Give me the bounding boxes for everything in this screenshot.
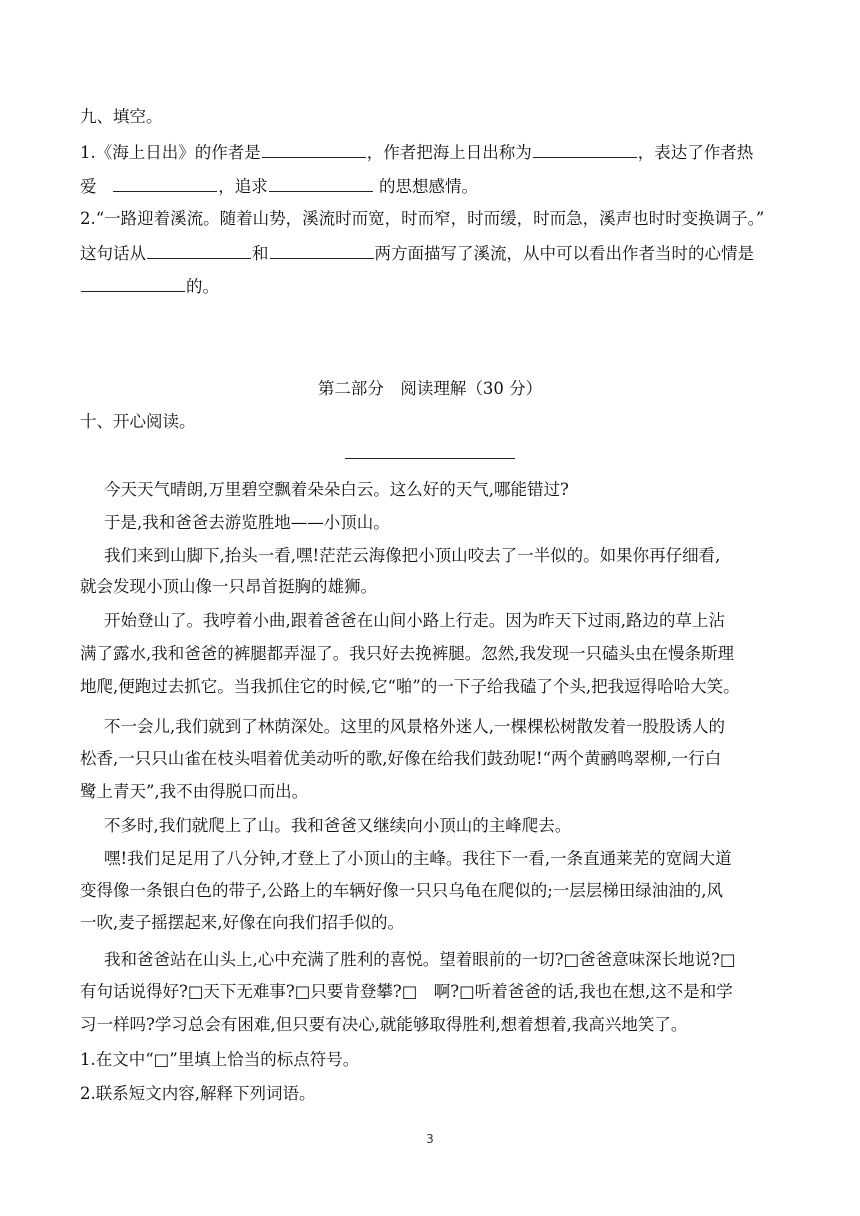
passage-line: 就会发现小顶山像一只昂首挺胸的雄狮。 [80, 577, 377, 596]
q1-blank-2[interactable] [533, 142, 637, 158]
q1-blank-3[interactable] [113, 176, 217, 192]
q1-blank-4[interactable] [269, 176, 373, 192]
q2-text-b: 和 [252, 244, 269, 263]
q1-text-c: ，表达了作者热 [637, 143, 754, 162]
passage-line: 有句话说得好?□天下无难事?□只要肯登攀?□ 啊?□听着爸爸的话,我也在想,这不是和学 [80, 982, 733, 1001]
q1-text-f: 的思想感情。 [379, 177, 478, 196]
section9-q1-line1 [80, 142, 753, 163]
passage-line: 习一样吗?学习总会有困难,但只要有决心,就能够取得胜利,想着想着,我高兴地笑了。 [80, 1015, 688, 1034]
q1-text-b: ，作者把海上日出称为 [366, 143, 532, 162]
section9-q1-line2 [80, 176, 478, 197]
section9-q2-line1: 2.“一路迎着溪流。随着山势，溪流时而宽，时而窄，时而缓，时而急，溪声也时时变换调子。” [80, 209, 765, 228]
q1-blank-1[interactable] [262, 142, 366, 158]
passage-line: 我们来到山脚下,抬头一看,嘿!茫茫云海像把小顶山咬去了一半似的。如果你再仔细看, [104, 546, 721, 565]
page-number: 3 [426, 1132, 434, 1146]
passage-line: 变得像一条银白色的带子,公路上的车辆好像一只只乌龟在爬似的;一层层梯田绿油油的,风 [80, 881, 724, 900]
passage-line: 不多时,我们就爬上了山。我和爸爸又继续向小顶山的主峰爬去。 [104, 816, 572, 835]
question-2: 2.联系短文内容,解释下列词语。 [80, 1084, 316, 1103]
passage-line: 满了露水,我和爸爸的裤腿都弄湿了。我只好去挽裤腿。忽然,我发现一只磕头虫在慢条斯理 [80, 644, 734, 663]
passage-line: 于是,我和爸爸去游览胜地——小顶山。 [104, 513, 390, 532]
section9-q2-line2 [80, 243, 754, 264]
section9-q2-line3 [80, 276, 219, 297]
q2-text-c: 两方面描写了溪流，从中可以看出作者当时的心情是 [374, 244, 754, 263]
part2-title: 第二部分 阅读理解（30 分） [317, 379, 543, 398]
q2-text-d: 的。 [186, 277, 219, 296]
section10-heading: 十、开心阅读。 [80, 412, 196, 431]
passage-line: 一吹,麦子摇摆起来,好像在向我们招手似的。 [80, 913, 404, 932]
q1-text-a: 1.《海上日出》的作者是 [80, 143, 261, 162]
question-1: 1.在文中“□”里填上恰当的标点符号。 [80, 1050, 360, 1069]
passage-line: 嘿!我们足足用了八分钟,才登上了小顶山的主峰。我往下一看,一条直通莱芜的宽阔大道 [104, 849, 732, 868]
passage-line: 我和爸爸站在山头上,心中充满了胜利的喜悦。望着眼前的一切?□爸爸意味深长地说?□ [104, 950, 736, 969]
q1-text-d: 爱 [80, 177, 97, 196]
q2-blank-2[interactable] [270, 243, 374, 259]
passage-line: 不一会儿,我们就到了林荫深处。这里的风景格外迷人,一棵棵松树散发着一股股诱人的 [104, 717, 725, 736]
section9-heading: 九、填空。 [80, 107, 163, 126]
passage-line: 鹭上青天”,我不由得脱口而出。 [80, 782, 309, 801]
passage-title-blank[interactable] [345, 458, 515, 459]
q2-blank-1[interactable] [147, 243, 251, 259]
q2-blank-3[interactable] [81, 276, 185, 292]
q1-text-e: ，追求 [218, 177, 268, 196]
q2-text-a: 这句话从 [80, 244, 146, 263]
passage-line: 地爬,便跑过去抓它。当我抓住它的时候,它“啪”的一下子给我磕了个头,把我逗得哈哈大笑。 [80, 677, 740, 696]
passage-line: 松香,一只只山雀在枝头唱着优美动听的歌,好像在给我们鼓劲呢!“两个黄鹂鸣翠柳,一行白 [80, 749, 722, 768]
passage-line: 开始登山了。我哼着小曲,跟着爸爸在山间小路上行走。因为昨天下过雨,路边的草上沾 [104, 611, 725, 630]
passage-line: 今天天气晴朗,万里碧空飘着朵朵白云。这么好的天气,哪能错过? [104, 480, 569, 499]
